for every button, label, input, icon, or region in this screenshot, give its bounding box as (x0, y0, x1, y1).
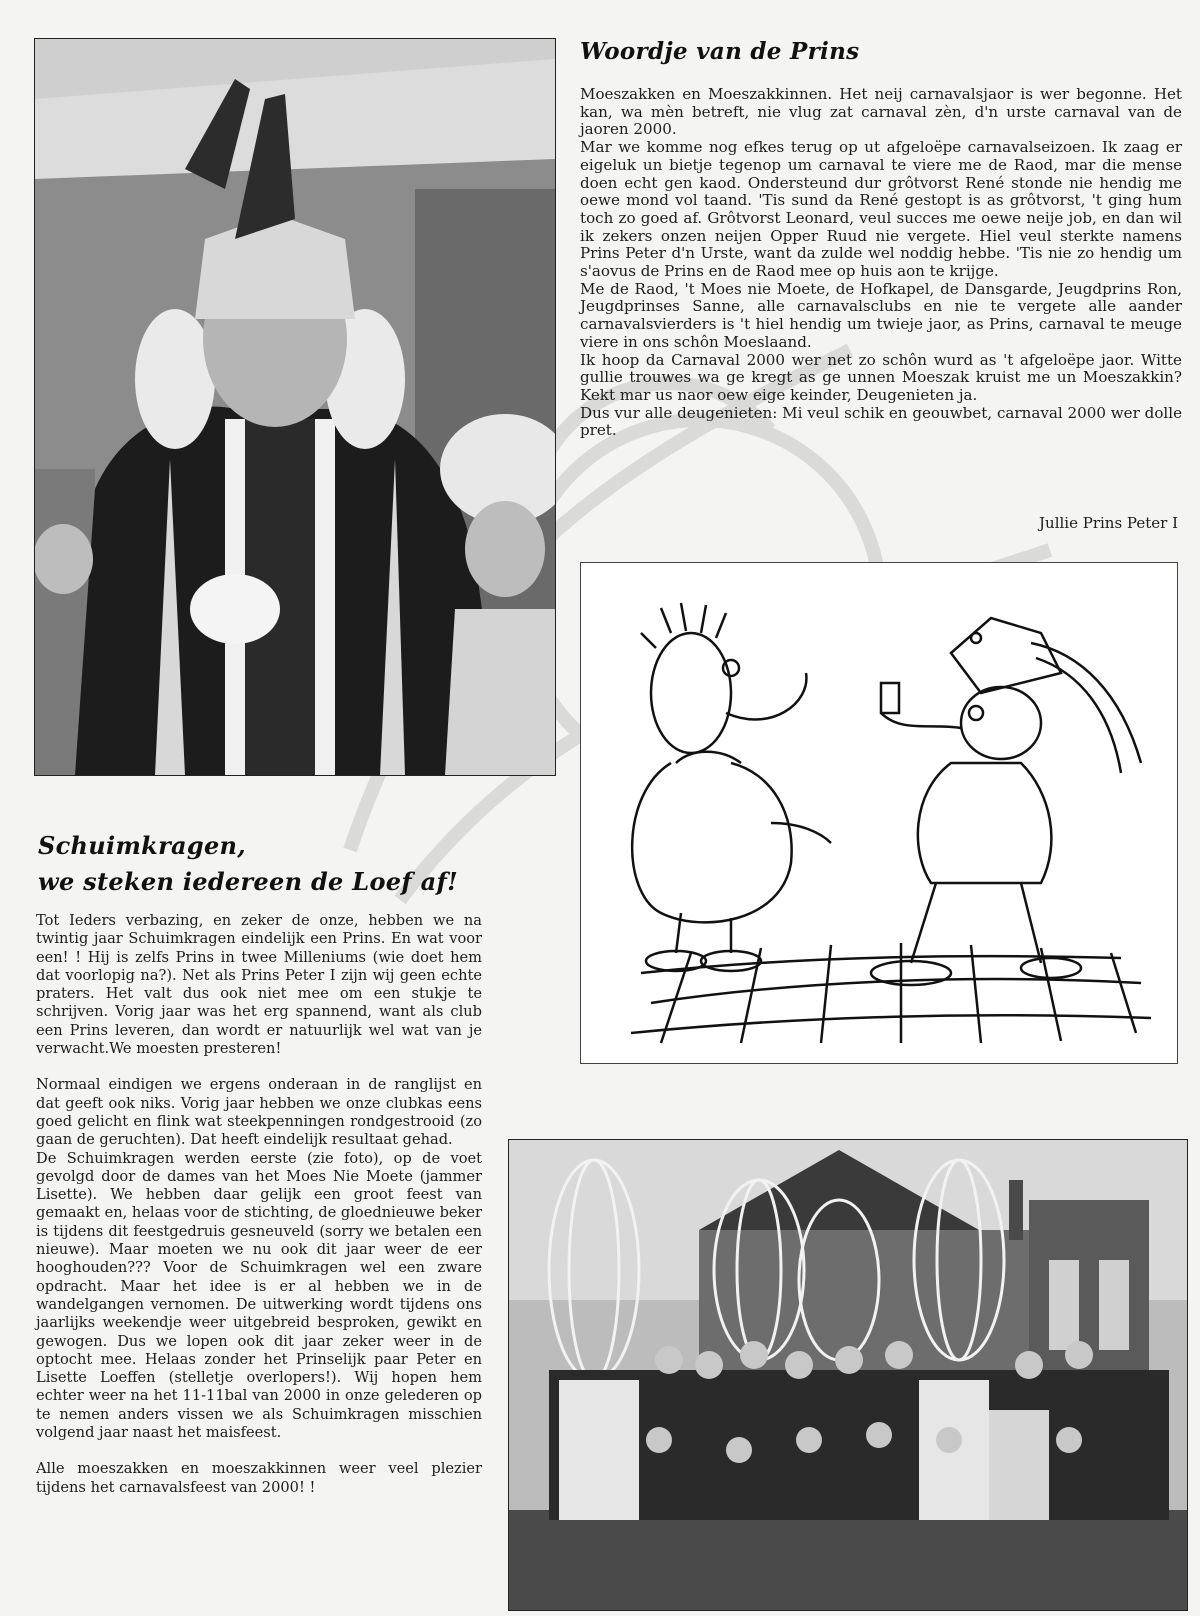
prins-signature: Jullie Prins Peter I (1039, 514, 1178, 532)
prins-paragraph: Me de Raod, 't Moes nie Moete, de Hofkapel, de Dansgarde, Jeugdprins Ron, Jeugdprinses Sanne, alle carnavalsclubs en nie te vergete alle aander carnavalsvierders is 't hiel hendig um twieje jaor, as Prins, carnaval te meuge viere in ons schôn Moeslaand. (580, 279, 1182, 351)
prins-article-title: Woordje van de Prins (580, 38, 860, 65)
prins-paragraph: Ik hoop da Carnaval 2000 wer net zo schôn wurd as 't afgeloëpe jaor. Witte gullie trouwes wa ge kregt as ge unnen Moeszak kruist me un Moeszakkin? Kekt mar us naor oew eige keinder, Deugenieten ja. (580, 350, 1182, 404)
title-line-1: Schuimkragen, (38, 831, 246, 860)
prince-portrait-photo (34, 38, 556, 776)
schuim-paragraph: Alle moeszakken en moeszakkinnen weer veel plezier tijdens het carnavalsfeest van 2000! ! (36, 1460, 482, 1496)
prins-paragraph: Moeszakken en Moeszakkinnen. Het neij carnavalsjaor is wer begonne. Het kan, wa mèn betreft, nie vlug zat carnaval zèn, d'n urste carnaval van de jaoren 2000. (580, 85, 1182, 139)
prins-paragraph: Mar we komme nog efkes terug op ut afgeloëpe carnavalseizoen. Ik zaag er eigeluk un bietje tegenop um carnaval te viere me de Raod, mar die mense doen echt gen kaod. Ondersteund dur grôtvorst René stonde nie hendig me oewe mond vol taand. 'Tis sund da René gestopt is as grôtvorst, 't ging hum toch zo goed af. Grôtvorst Leonard, veul succes me oewe neije job, en dan wil ik zekers onzen neijen Opper Ruud nie vergete. Hiel veul sterkte namens Prins Peter d'n Urste, want da zulde wel noddig hebbe. 'Tis nie zo hendig um s'aovus de Prins en de Raod mee op huis aon te krijge. (580, 138, 1182, 281)
schuim-paragraph: Tot Ieders verbazing, en zeker de onze, hebben we na twintig jaar Schuimkragen eindelijk een Prins. En wat voor een! ! Hij is zelfs Prins in twee Milleniums (wie doet hem dat voorlopig na?). Net als Prins Peter I zijn wij geen echte praters. Het valt dus ook niet mee om een stukje te schrijven. Vorig jaar was het erg spannend, want als club een Prins leveren, dan wordt er natuurlijk wel wat van je verwacht.We moesten presteren! (36, 912, 482, 1058)
schuim-paragraph: De Schuimkragen werden eerste (zie foto), op de voet gevolgd door de dames van het Moes Nie Moete (jammer Lisette). We hebben daar gelijk een groot feest van gemaakt en, helaas voor de stichting, de gloednieuwe beker is tijdens dit feestgedruis gesneuveld (sorry we betalen een nieuwe). Maar moeten we nu ook dit jaar weer de eer hooghouden??? Voor de Schuimkragen wel een zware opdracht. Maar het idee is er al hebben we in de wandelgangen vernomen. De uitwerking wordt tijdens ons jaarlijks weekendje weer uitgebreid besproken, gewikt en gewogen. Dus we lopen ook dit jaar zeker weer in de optocht mee. Helaas zonder het Prinselijk paar Peter en Lisette Loeffen (stelletje overlopers!). Wij hopen hem echter weer na het 11-11bal van 2000 in onze gelederen op te nemen anders vissen we als Schuimkragen misschien volgend jaar naast het maisfeest. (36, 1149, 483, 1442)
schuimkragen-article-body (36, 912, 482, 1515)
prins-article-body (580, 86, 1182, 440)
schuim-paragraph: Normaal eindigen we ergens onderaan in de ranglijst en dat geeft ook niks. Vorig jaar hebben we onze clubkas eens goed gelicht en flink wat steekpenningen rondgestrooid (zo gaan de geruchten). Dat heeft eindelijk resultaat gehad. (36, 1076, 482, 1149)
group-costume-photo (508, 1139, 1188, 1611)
carnival-cartoon-drawing (580, 562, 1178, 1064)
prins-paragraph: Dus vur alle deugenieten: Mi veul schik en geouwbet, carnaval 2000 wer dolle pret. (580, 403, 1182, 440)
title-line-2: we steken iedereen de Loef af! (38, 867, 458, 896)
schuimkragen-article-title (38, 828, 458, 900)
